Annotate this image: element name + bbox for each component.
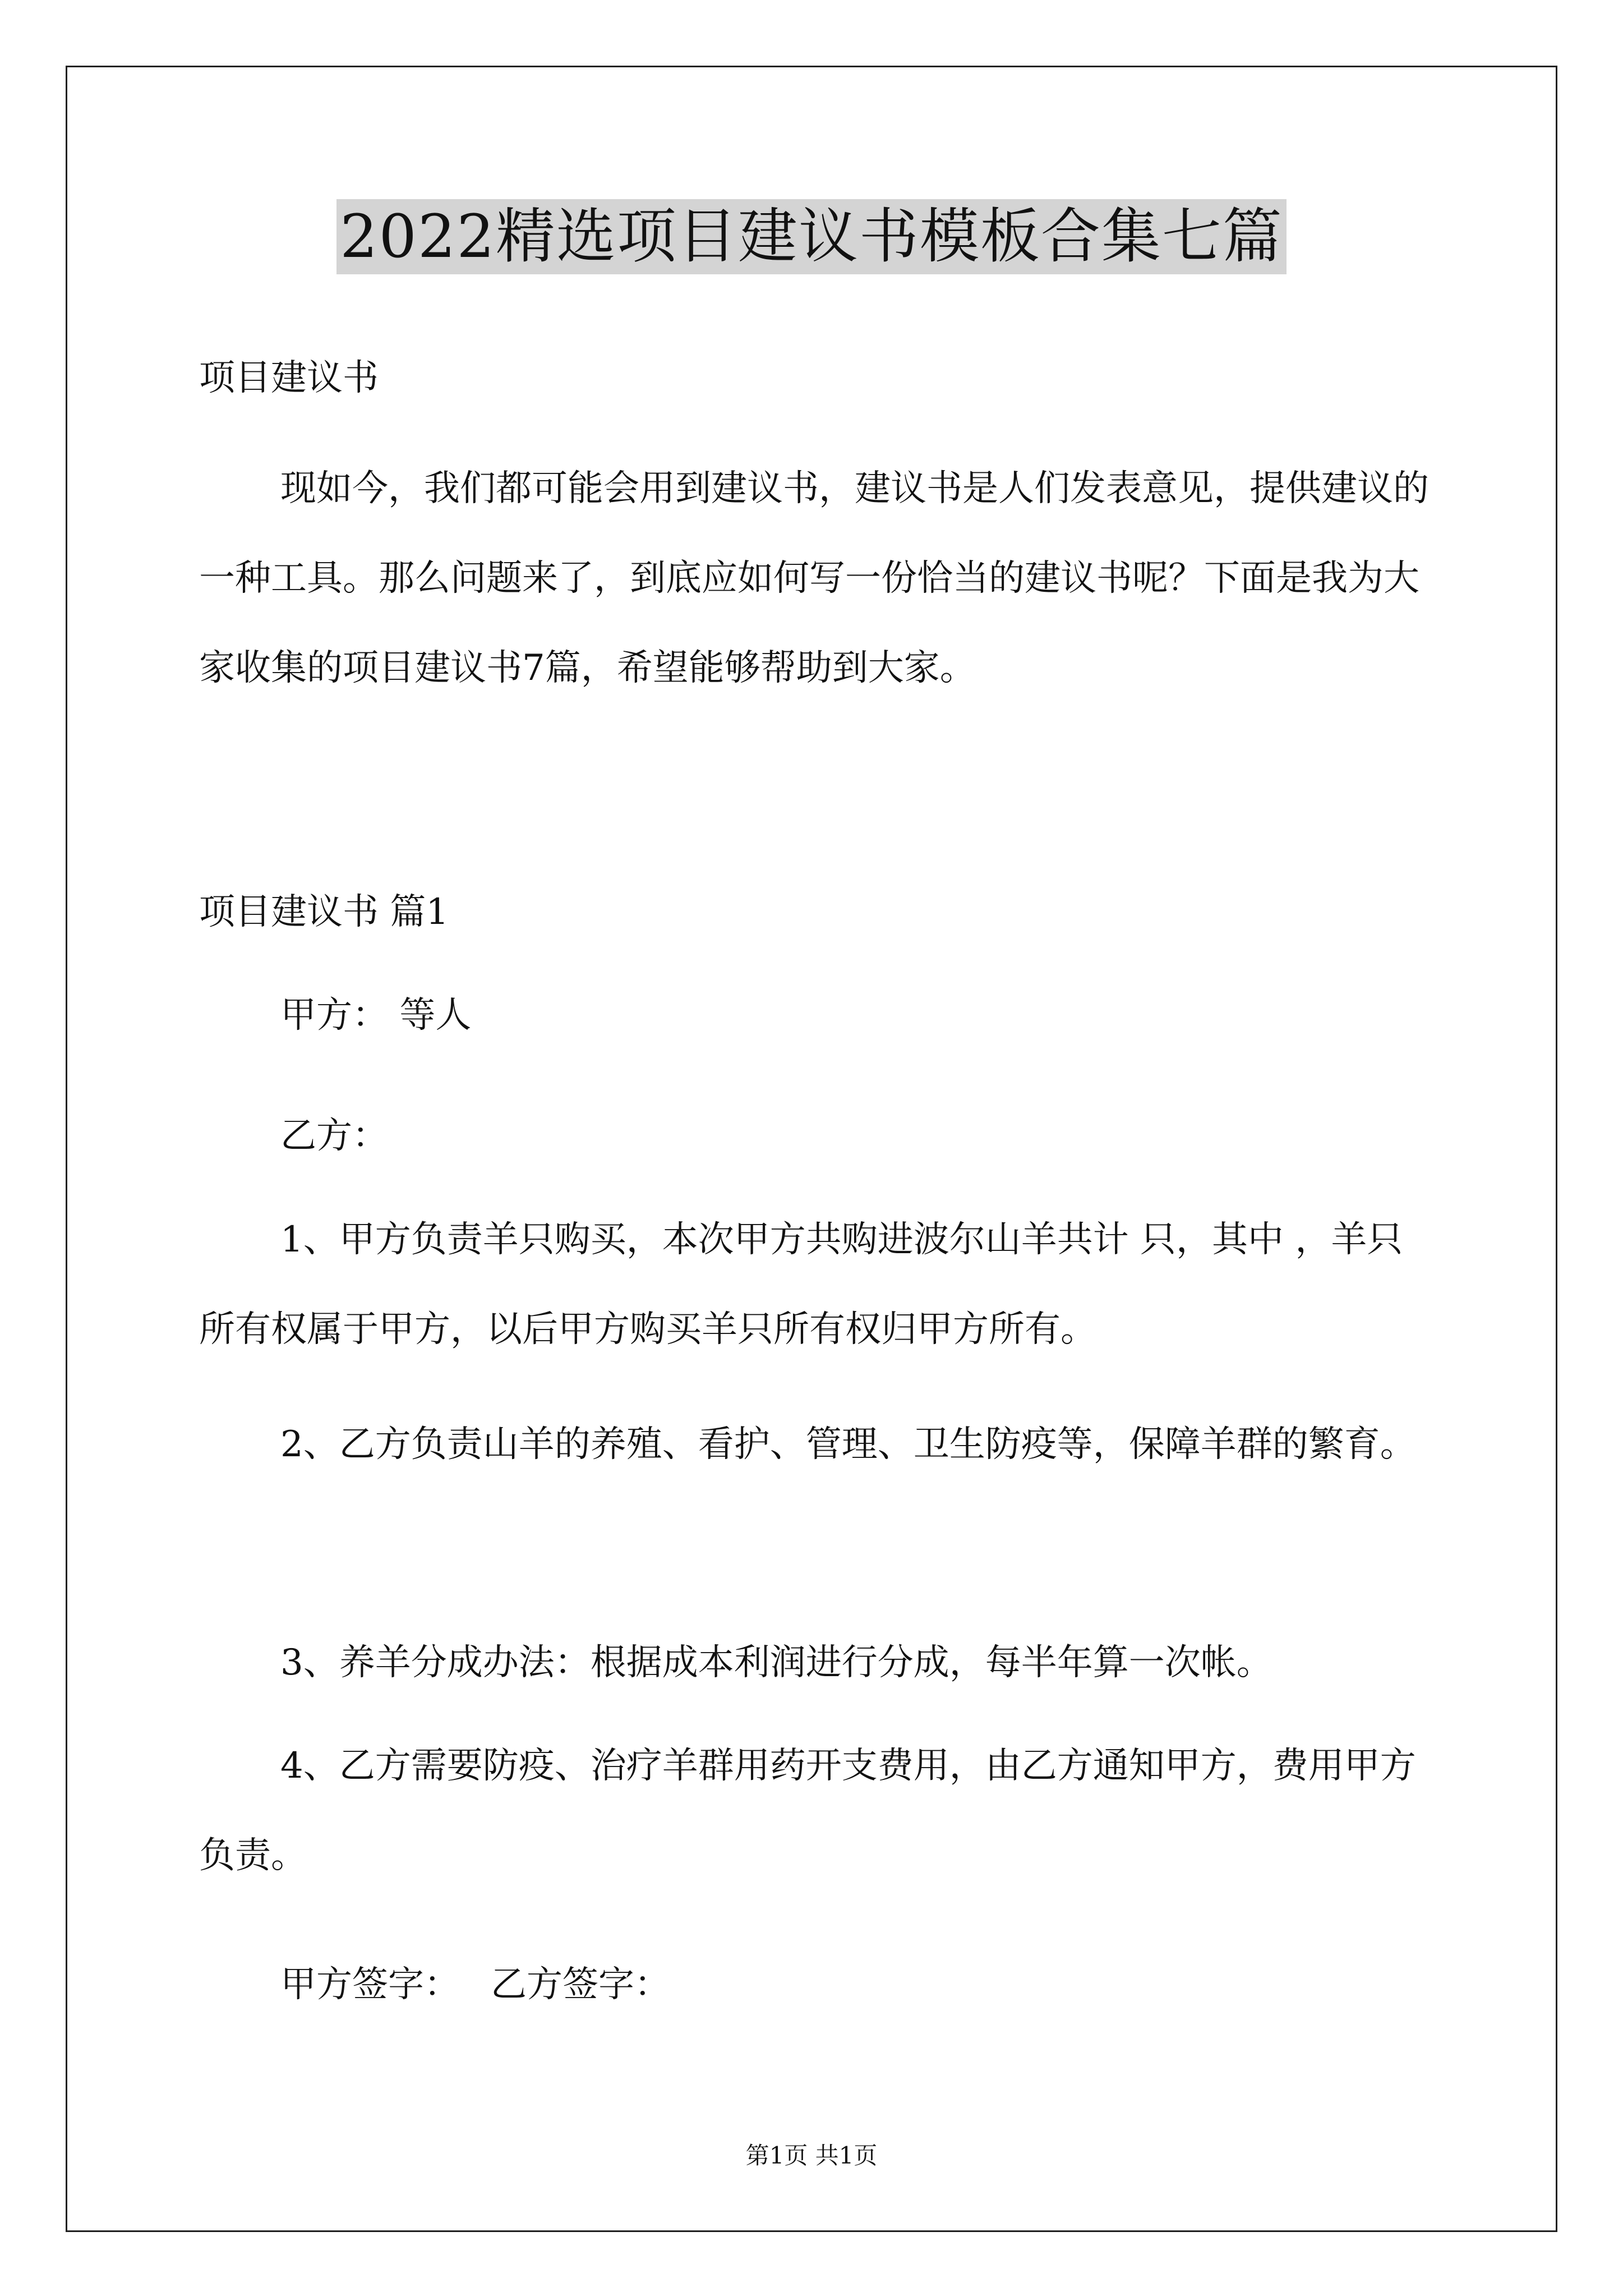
item-4: 4、乙方需要防疫、治疗羊群用药开支费用，由乙方通知甲方，费用甲方负责。 bbox=[199, 1745, 1416, 1876]
party-a-signature: 甲方签字： bbox=[280, 1964, 460, 2005]
heading: 项目建议书 bbox=[199, 357, 379, 399]
party-b-signature: 乙方签字： bbox=[491, 1964, 670, 2005]
item-3: 3、养羊分成办法：根据成本利润进行分成，每半年算一次帐。 bbox=[280, 1642, 1272, 1683]
item-1: 1、甲方负责羊只购买，本次甲方共购进波尔山羊共计 只，其中 ，羊只所有权属于甲方，以后甲方购买羊只所有权归甲方所有。 bbox=[199, 1219, 1403, 1350]
document-title: 2022精选项目建议书模板合集七篇 bbox=[336, 199, 1287, 274]
party-a-line: 甲方： 等人 bbox=[280, 995, 472, 1036]
intro-paragraph: 现如今，我们都可能会用到建议书，建议书是人们发表意见，提供建议的一种工具。那么问题来了，到底应如何写一份恰当的建议书呢？下面是我为大家收集的项目建议书7篇，希望能够帮助到大家。 bbox=[199, 468, 1429, 689]
title-container bbox=[0, 199, 1623, 274]
item-2: 2、乙方负责山羊的养殖、看护、管理、卫生防疫等，保障羊群的繁育。 bbox=[280, 1424, 1416, 1465]
section-title: 项目建议书 篇1 bbox=[199, 891, 449, 933]
party-b-line: 乙方： bbox=[280, 1115, 388, 1157]
signature-line bbox=[280, 1964, 1514, 2005]
page-footer: 第1页 共1页 bbox=[745, 2142, 878, 2169]
